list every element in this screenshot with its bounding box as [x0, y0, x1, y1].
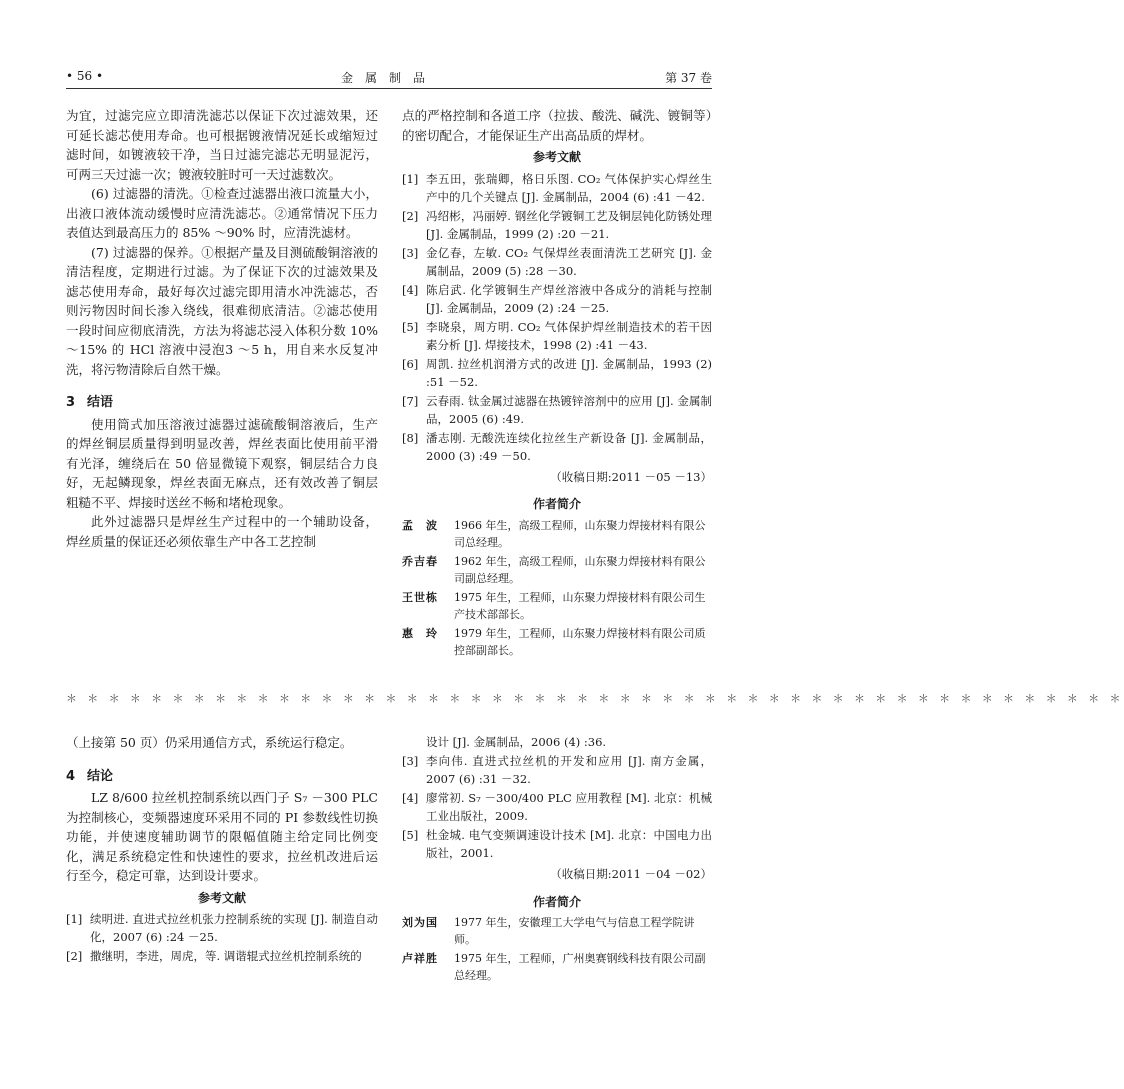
reference-number: [3]	[402, 245, 419, 260]
page-number: • 56 •	[66, 69, 104, 83]
reference-number: [4]	[402, 282, 419, 297]
reference-number: [2]	[402, 208, 419, 223]
section-number: 3	[66, 395, 76, 410]
body-paragraph: 为宜，过滤完应立即清洗滤芯以保证下次过滤效果，还可延长滤芯使用寿命。也可根据镀液情况延长或缩短过滤时间，如镀液较干净，当日过滤完滤芯无明显泥污，可两三天过滤一次；镀液较脏时可一天过滤数次。	[66, 108, 378, 182]
author-item	[402, 517, 712, 551]
author-list	[402, 914, 712, 984]
reference-text: 金亿春，左敏. CO₂ 气保焊丝表面清洗工艺研究 [J]. 金属制品，2009 (5) :28 －30.	[426, 245, 712, 278]
author-item	[402, 914, 712, 948]
reference-text: 续明进. 直进式拉丝机张力控制系统的实现 [J]. 制造自动化，2007 (6) :24 －25.	[90, 912, 378, 944]
top-right-column	[402, 106, 712, 661]
author-name: 王世栋	[402, 590, 438, 604]
reference-text: 撒继明，李进，周虎，等. 调谐辊式拉丝机控制系统的	[90, 949, 362, 963]
running-header	[66, 66, 712, 89]
section-title: 结论	[87, 768, 114, 784]
received-date: （收稿日期:2011 －04 －02）	[550, 867, 712, 881]
reference-item	[402, 429, 712, 465]
section-divider: ＊ ＊ ＊ ＊ ＊ ＊ ＊ ＊ ＊ ＊ ＊ ＊ ＊ ＊ ＊ ＊ ＊ ＊ ＊ ＊ ＊ ＊ ＊ ＊ ＊ ＊ ＊ ＊ ＊ ＊ ＊ ＊ ＊ ＊ ＊ ＊ ＊ ＊ ＊ ＊ ＊ ＊ ＊ ＊ ＊ ＊ ＊ ＊ ＊ ＊	[66, 692, 1124, 705]
author-list	[402, 517, 712, 659]
body-paragraph: 此外过滤器只是焊丝生产过程中的一个辅助设备，焊丝质量的保证还必须依靠生产中各工艺控制	[66, 514, 378, 549]
reference-text: 周凯. 拉丝机润滑方式的改进 [J]. 金属制品，1993 (2) :51 －52.	[426, 356, 712, 389]
author-bio: 1977 年生，安徽理工大学电气与信息工程学院讲师。	[454, 916, 695, 946]
received-date: （收稿日期:2011 －05 －13）	[550, 469, 712, 484]
body-paragraph: 使用筒式加压溶液过滤器过滤硫酸铜溶液后，生产的焊丝铜层质量得到明显改善，焊丝表面比使用前平滑有光泽，缠绕后在 50 倍显微镜下观察，铜层结合力良好，无起鳞现象，焊丝表面无麻点，还有效改善了铜层粗糙不平、焊接时送丝不畅和堵枪现象。	[66, 416, 378, 510]
reference-item	[402, 281, 712, 317]
author-item	[402, 553, 712, 587]
body-paragraph: (6) 过滤器的清洗。①检查过滤器出液口流量大小，出液口液体流动缓慢时应清洗滤芯。②通常情况下压力表值达到最高压力的 85% ～90% 时，应清洗滤材。	[66, 186, 378, 240]
reference-number: [8]	[402, 430, 419, 445]
reference-item	[402, 826, 712, 862]
reference-number: [5]	[402, 828, 419, 842]
reference-continuation: 设计 [J]. 金属制品，2006 (4) :36.	[426, 735, 607, 749]
section-number: 4	[66, 768, 76, 784]
reference-number: [2]	[66, 949, 83, 963]
reference-number: [6]	[402, 356, 419, 371]
reference-number: [3]	[402, 754, 419, 768]
reference-item	[402, 244, 712, 280]
author-bio: 1979 年生，工程师，山东聚力焊接材料有限公司质控部副部长。	[454, 626, 706, 657]
reference-list	[66, 910, 378, 965]
bottom-right-column	[402, 733, 712, 986]
reference-number: [5]	[402, 319, 419, 334]
references-title: 参考文献	[532, 150, 581, 164]
author-bio: 1975 年生，工程师，广州奥赛钢线科技有限公司副总经理。	[454, 952, 706, 982]
reference-number: [1]	[402, 171, 419, 186]
author-name: 孟 波	[402, 518, 438, 532]
reference-number: [1]	[66, 912, 83, 926]
reference-text: 潘志刚. 无酸洗连续化拉丝生产新设备 [J]. 金属制品，2000 (3) :49 －50.	[426, 430, 712, 463]
reference-text: 杜金城. 电气变频调速设计技术 [M]. 北京：中国电力出版社，2001.	[426, 828, 712, 860]
reference-item	[402, 355, 712, 391]
section-heading	[66, 767, 378, 787]
top-left-column	[66, 106, 378, 551]
reference-text: 李向伟. 直进式拉丝机的开发和应用 [J]. 南方金属，2007 (6) :31 －32.	[426, 754, 712, 786]
reference-item	[402, 789, 712, 825]
reference-list	[402, 752, 712, 862]
continuation-line: （上接第 50 页）仍采用通信方式，系统运行稳定。	[66, 735, 353, 750]
references-title: 参考文献	[197, 890, 246, 905]
reference-text: 冯绍彬，冯丽婷. 钢丝化学镀铜工艺及铜层钝化防锈处理 [J]. 金属制品，1999 (2) :20 －21.	[426, 208, 712, 241]
reference-item	[402, 392, 712, 428]
body-paragraph: 点的严格控制和各道工序（拉拔、酸洗、碱洗、镀铜等）的密切配合，才能保证生产出高品质的焊材。	[402, 108, 712, 143]
authors-title: 作者简介	[532, 497, 581, 511]
reference-number: [7]	[402, 393, 419, 408]
reference-item	[402, 318, 712, 354]
body-paragraph: LZ 8/600 拉丝机控制系统以西门子 S₇ －300 PLC 为控制核心，变频器速度环采用不同的 PI 参数线性切换功能，并使速度辅助调节的限幅值随主给定同比例变化，满足系统稳定性和快速性的要求，拉丝机改进后运行至今，稳定可靠，达到设计要求。	[66, 790, 378, 883]
body-paragraph: (7) 过滤器的保养。①根据产量及目测硫酸铜溶液的清洁程度，定期进行过滤。为了保证下次的过滤效果及滤芯使用寿命，最好每次过滤完即用清水冲洗滤芯，否则污物因时间长渗入绕线，很难彻底清洁。②滤芯使用一段时间应彻底清洗，方法为将滤芯浸入体积分数 10% ～15% 的 HCl 溶液中浸泡3 ～5 h，用自来水反复冲洗，将污物清除后自然干燥。	[66, 244, 378, 377]
journal-title: 金属制品	[340, 71, 437, 85]
reference-list	[402, 170, 712, 465]
section-title: 结语	[87, 395, 114, 410]
author-bio: 1962 年生，高级工程师，山东聚力焊接材料有限公司副总经理。	[454, 554, 706, 585]
section-heading	[66, 393, 378, 413]
reference-item	[402, 752, 712, 788]
authors-title: 作者简介	[532, 894, 581, 909]
author-name: 卢祥胜	[402, 952, 438, 965]
author-item	[402, 950, 712, 984]
reference-item	[66, 947, 378, 965]
reference-text: 云春雨. 钛金属过滤器在热镀锌溶剂中的应用 [J]. 金属制品，2005 (6) :49.	[426, 393, 712, 426]
author-name: 刘为国	[402, 916, 438, 929]
author-item	[402, 625, 712, 659]
reference-item	[402, 207, 712, 243]
author-name: 乔吉春	[402, 554, 438, 568]
reference-text: 李晓泉，周方明. CO₂ 气体保护焊丝制造技术的若干因素分析 [J]. 焊接技术，1998 (2) :41 －43.	[426, 319, 712, 352]
reference-item	[66, 910, 378, 946]
volume-label: 第 37 卷	[665, 71, 712, 85]
reference-number: [4]	[402, 791, 419, 805]
reference-text: 陈启武. 化学镀铜生产焊丝溶液中各成分的消耗与控制 [J]. 金属制品，2009 (2) :24 －25.	[426, 282, 712, 315]
author-bio: 1975 年生，工程师，山东聚力焊接材料有限公司生产技术部部长。	[454, 590, 706, 621]
author-item	[402, 589, 712, 623]
reference-text: 廖常初. S₇ －300/400 PLC 应用教程 [M]. 北京：机械工业出版社，2009.	[426, 791, 712, 823]
author-bio: 1966 年生，高级工程师，山东聚力焊接材料有限公司总经理。	[454, 518, 706, 549]
author-name: 惠 玲	[402, 626, 438, 640]
bottom-left-column	[66, 733, 378, 966]
reference-text: 李五田，张瑞卿，格日乐图. CO₂ 气体保护实心焊丝生产中的几个关键点 [J]. 金属制品，2004 (6) :41 －42.	[426, 171, 712, 204]
reference-item	[402, 170, 712, 206]
